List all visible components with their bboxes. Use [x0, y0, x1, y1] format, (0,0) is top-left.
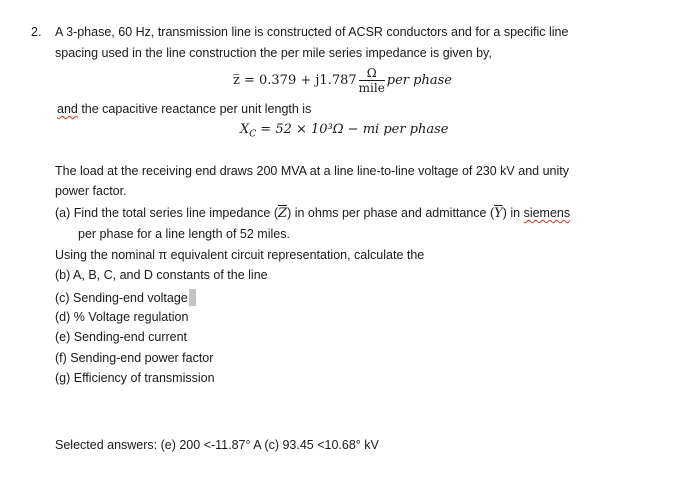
- part-c: [55, 289, 196, 306]
- part-e: (e) Sending-end current: [55, 330, 188, 344]
- capacitive-intro: [57, 102, 311, 116]
- part-c-text: (c) Sending-end voltage: [55, 291, 188, 305]
- part-a-siemens: siemens: [523, 206, 571, 220]
- selected-answers: Selected answers: (e) 200 <-11.87° A (c) 93.45 <10.68° kV: [55, 438, 379, 452]
- load-line-1: The load at the receiving end draws 200 MVA at a line line-to-line voltage of 230 kV and unity: [55, 164, 569, 178]
- impedance-equation: [233, 64, 452, 96]
- reactance-symbol: X: [240, 122, 250, 137]
- part-g: (g) Efficiency of transmission: [55, 371, 215, 385]
- problem-number: 2.: [31, 25, 42, 39]
- part-a-y-symbol: $\overline{Y}$: [494, 206, 503, 221]
- part-a-z-symbol: $\overline{Z}$: [278, 206, 288, 221]
- part-a-prefix: (a) Find the total series line impedance (: [55, 206, 279, 220]
- part-a-end: ) in: [502, 206, 524, 220]
- capacitive-text: the capacitive reactance per unit length is: [77, 102, 312, 116]
- impedance-lhs: z̅ = 0.379 + j1.787: [233, 72, 357, 88]
- load-line-2: power factor.: [55, 184, 127, 198]
- impedance-unit-denominator: mile: [358, 80, 385, 95]
- reactance-subscript: C: [249, 129, 257, 140]
- impedance-suffix: per phase: [386, 72, 452, 88]
- impedance-unit-fraction: [359, 67, 385, 94]
- text-cursor: [189, 289, 196, 306]
- reactance-equation: [240, 122, 449, 140]
- reactance-rhs: = 52 × 10³Ω − mi per phase: [256, 122, 449, 137]
- intro-line-1: A 3-phase, 60 Hz, transmission line is constructed of ACSR conductors and for a specific line: [55, 25, 569, 39]
- impedance-unit-numerator: Ω: [359, 67, 385, 81]
- part-f: (f) Sending-end power factor: [55, 351, 214, 365]
- part-a-line-1: [55, 206, 570, 221]
- part-d: (d) % Voltage regulation: [55, 310, 189, 324]
- nominal-pi-line: Using the nominal π equivalent circuit representation, calculate the: [55, 248, 425, 262]
- intro-line-2: spacing used in the line construction the per mile series impedance is given by,: [55, 46, 492, 60]
- and-word: and: [57, 102, 78, 116]
- part-a-line-2: per phase for a line length of 52 miles.: [78, 227, 290, 241]
- part-b: (b) A, B, C, and D constants of the line: [55, 268, 268, 282]
- part-a-mid: ) in ohms per phase and admittance (: [287, 206, 495, 220]
